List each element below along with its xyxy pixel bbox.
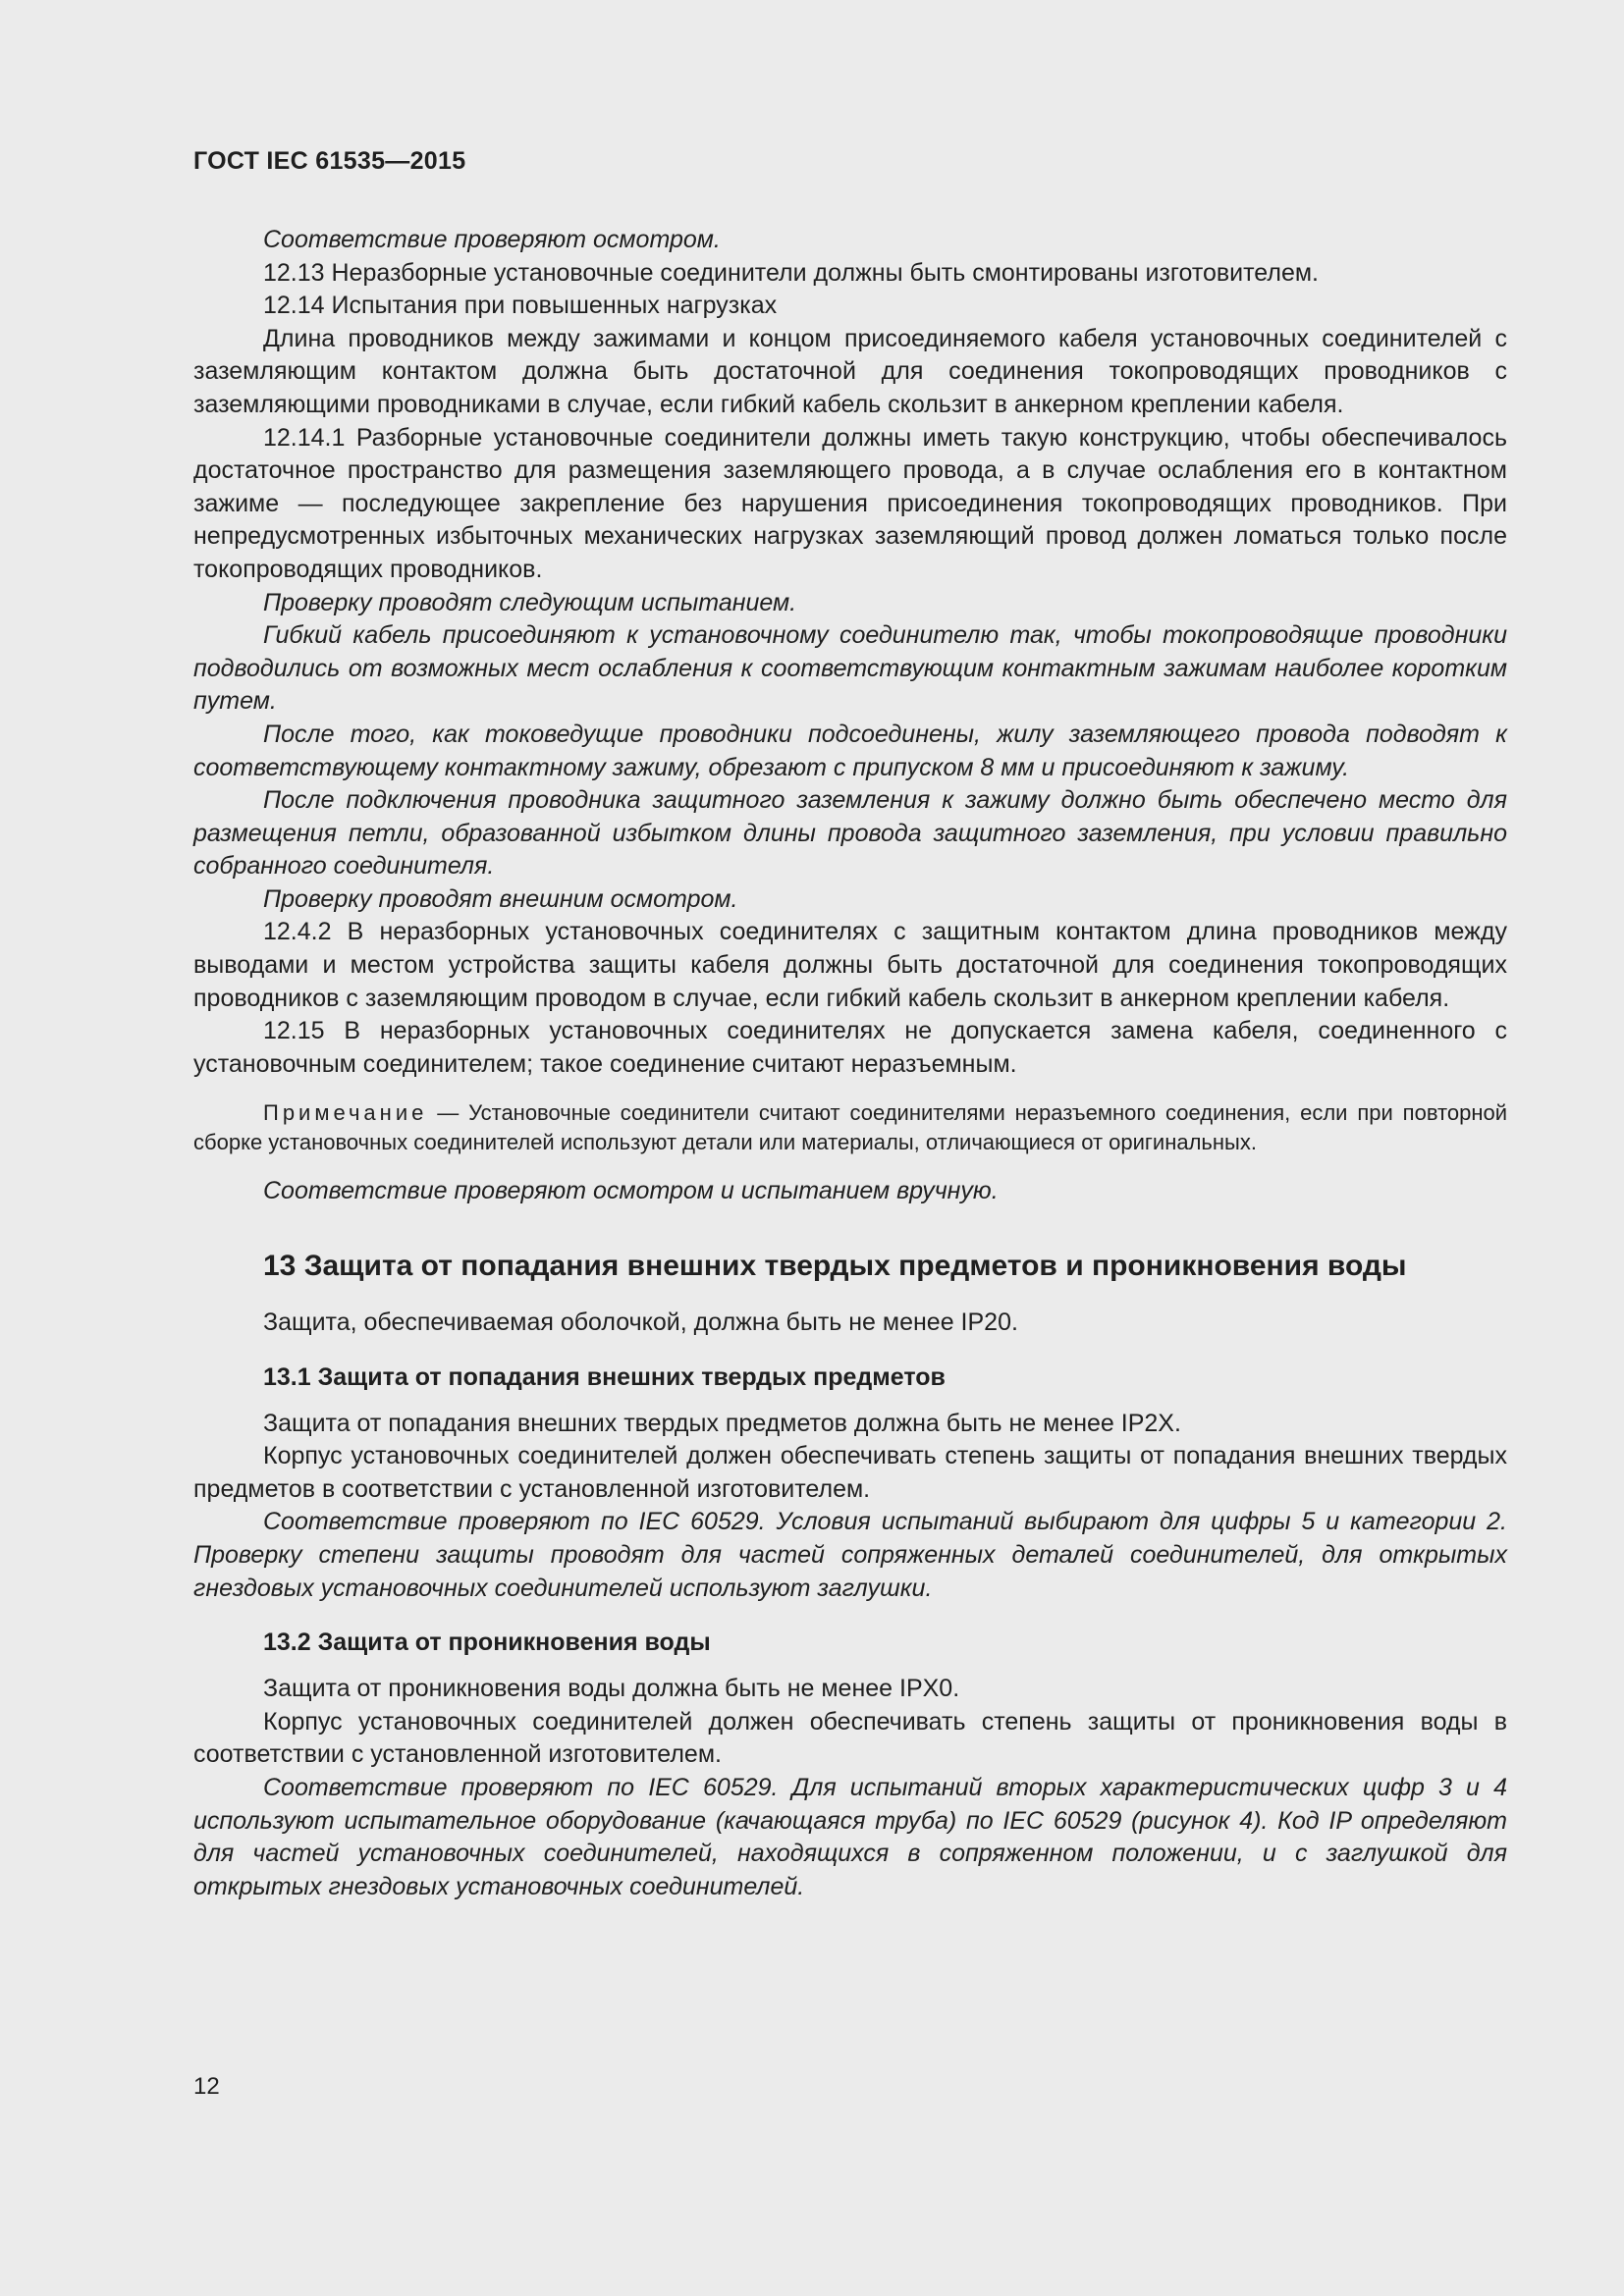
section-13-1-p1: Защита от попадания внешних твердых предметов должна быть не менее IP2X. (263, 1409, 1181, 1437)
paragraph-12-14-title: 12.14 Испытания при повышенных нагрузках (263, 292, 778, 320)
paragraph-compliance-inspection: Соответствие проверяют осмотром. (263, 226, 721, 253)
paragraph-12-15: 12.15 В неразборных установочных соединителях не допускается замена кабеля, соединенного с установочным соединителем; такое соединение считают неразъемным. (193, 1017, 1507, 1078)
paragraph-manual-test: Соответствие проверяют осмотром и испытанием вручную. (263, 1177, 999, 1205)
document-page (193, 0, 1507, 2296)
paragraph-test-intro: Проверку проводят следующим испытанием. (263, 588, 797, 616)
paragraph-12-13: 12.13 Неразборные установочные соединители должны быть смонтированы изготовителем. (263, 258, 1319, 287)
section-13-2-heading: 13.2 Защита от проникновения воды (263, 1629, 711, 1657)
note-paragraph (193, 1098, 1507, 1157)
note-label: Примечание (263, 1100, 428, 1126)
section-13-1-heading: 13.1 Защита от попадания внешних твердых предметов (263, 1362, 946, 1391)
section-13-2-p2: Корпус установочных соединителей должен обеспечивать степень защиты от проникновения воды в соответствии с установленной изготовителем. (193, 1707, 1507, 1769)
paragraph-12-4-2: 12.4.2 В неразборных установочных соединителях с защитным контактом длина проводников между выводами и местом устройства защиты кабеля должны быть достаточной для соединения токопроводящих проводников с заземляющим проводом в случае, если гибкий кабель скользит в анкерном креплении кабеля. (193, 918, 1507, 1012)
paragraph-12-14-1: 12.14.1 Разборные установочные соединители должны иметь такую конструкцию, чтобы обеспечивалось достаточное пространство для размещения заземляющего провода, а в случае ослабления его в контактном зажиме — последующее закрепление без нарушения присоединения токопроводящих проводников. При непредусмотренных избыточных механических нагрузках заземляющий провод должен ломаться только после токопроводящих проводников. (193, 423, 1507, 583)
note-text: — Установочные соединители считают соединителями неразъемного соединения, если при повторной сборке установочных соединителей используют детали или материалы, отличающиеся от оригинальных. (193, 1100, 1507, 1155)
section-13-heading: 13 Защита от попадания внешних твердых предметов и проникновения воды (263, 1250, 1407, 1283)
section-13-2-p1: Защита от проникновения воды должна быть не менее IPX0. (263, 1675, 960, 1703)
document-header: ГОСТ IEC 61535—2015 (193, 147, 466, 175)
paragraph-flexible-cable: Гибкий кабель присоединяют к установочному соединителю так, чтобы токопроводящие проводники подводились от возможных мест ослабления к соответствующим контактным зажимам наиболее коротким путем. (193, 621, 1507, 716)
paragraph-after-connection: После того, как токоведущие проводники подсоединены, жилу заземляющего провода подводят к соответствующему контактному зажиму, обрезают с припуском 8 мм и присоединяют к зажиму. (193, 720, 1507, 781)
section-13-1-p2: Корпус установочных соединителей должен обеспечивать степень защиты от попадания внешних твердых предметов в соответствии с установленной изготовителем. (193, 1442, 1507, 1503)
paragraph-visual-check: Проверку проводят внешним осмотром. (263, 884, 738, 913)
section-13-1-p3: Соответствие проверяют по IEC 60529. Условия испытаний выбирают для цифры 5 и категории 2. Проверку степени защиты проводят для частей сопряженных деталей соединителей, для открытых гнездовых установочных соединителей используют заглушки. (193, 1508, 1507, 1602)
paragraph-loop-space: После подключения проводника защитного заземления к зажиму должно быть обеспечено место для размещения петли, образованной избытком длины провода защитного заземления, при условии правильно собранного соединителя. (193, 786, 1507, 881)
paragraph-conductor-length: Длина проводников между зажимами и концом присоединяемого кабеля установочных соединителей с заземляющим контактом должна быть достаточной для соединения токопроводящих проводников с заземляющими проводниками в случае, если гибкий кабель скользит в анкерном креплении кабеля. (193, 324, 1507, 418)
section-13-2-p3: Соответствие проверяют по IEC 60529. Для испытаний вторых характеристических цифр 3 и 4 используют испытательное оборудование (качающаяся труба) по IEC 60529 (рисунок 4). Код IP определяют для частей установочных соединителей, находящихся в сопряженном положении, и с заглушкой для открытых гнездовых установочных соединителей. (193, 1773, 1507, 1900)
document-body (193, 224, 1507, 1903)
page-number: 12 (193, 2073, 220, 2100)
section-13-intro: Защита, обеспечиваемая оболочкой, должна быть не менее IP20. (263, 1308, 1018, 1337)
